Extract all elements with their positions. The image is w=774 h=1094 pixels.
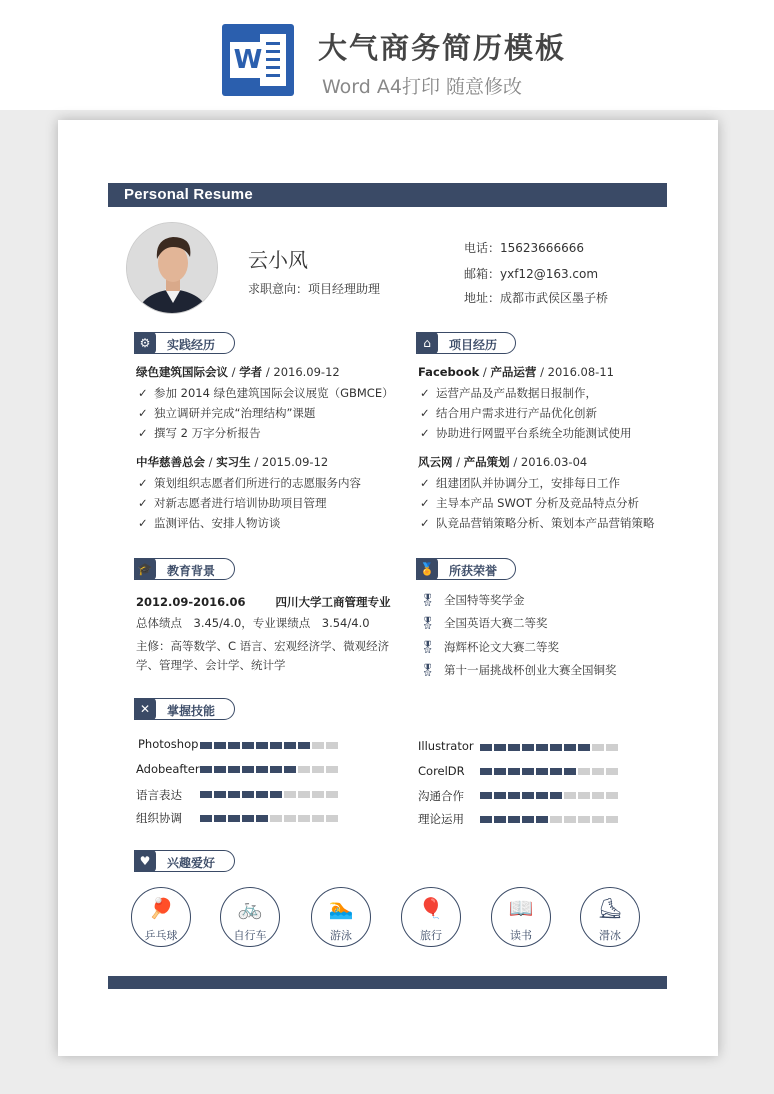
list-item: ✓ 独立调研并完成“治理结构”课题 xyxy=(138,406,316,420)
medal-icon: 🏅 xyxy=(416,558,438,580)
skill-bar-segment xyxy=(564,816,576,823)
hobby-ping-pong xyxy=(131,887,191,947)
education-gpa: 总体绩点 3.45/4.0，专业课绩点 3.54/4.0 xyxy=(136,616,370,630)
skill-bar-segment xyxy=(564,768,576,775)
word-logo-letter: W xyxy=(230,42,266,78)
skill-bar-segment xyxy=(536,816,548,823)
ping-pong-icon: 🏓 xyxy=(148,896,174,920)
skill-bar-segment xyxy=(508,744,520,751)
skill-bar-segment xyxy=(494,792,506,799)
skill-bar-segment xyxy=(284,791,296,798)
skill-bar-segment xyxy=(326,742,338,749)
word-logo-icon xyxy=(222,24,294,96)
skill-bar-segment xyxy=(228,815,240,822)
skill-bar-segment xyxy=(536,768,548,775)
skill-bar-segment xyxy=(270,742,282,749)
skill-bar-segment xyxy=(522,768,534,775)
project-date: / 2016.03-04 xyxy=(513,455,588,469)
practice-entry-1-title: 绿色建筑国际会议 / 学者 / 2016.09-12 xyxy=(136,365,340,379)
swim-icon: 🏊 xyxy=(328,896,354,920)
list-item: ✓ 撰写 2 万字分析报告 xyxy=(138,426,261,440)
skill-bar-segment xyxy=(200,791,212,798)
section-title-skills: 掌握技能 xyxy=(167,704,216,718)
section-title-practice: 实践经历 xyxy=(167,338,216,352)
skill-bar xyxy=(200,815,338,823)
skill-bar-segment xyxy=(494,744,506,751)
skill-bar-segment xyxy=(298,742,310,749)
skill-bar-segment xyxy=(256,815,268,822)
skill-bar-segment xyxy=(284,742,296,749)
hobby-bicycle xyxy=(220,887,280,947)
skill-bar-segment xyxy=(522,744,534,751)
skate-icon: ⛸ xyxy=(597,896,623,920)
skill-bar xyxy=(480,816,618,824)
hobby-skating xyxy=(580,887,640,947)
honor-item: 🎖 全国特等奖学金 xyxy=(420,593,525,607)
avatar-photo xyxy=(127,223,218,314)
skill-bar-segment xyxy=(298,815,310,822)
skill-label: 组织协调 xyxy=(136,811,182,825)
resume-header-title: Personal Resume xyxy=(124,186,253,203)
skill-bar-segment xyxy=(214,742,226,749)
skill-bar-segment xyxy=(480,744,492,751)
list-item: ✓ 协助进行网盟平台系统全功能测试使用 xyxy=(420,426,632,440)
skill-bar-segment xyxy=(298,791,310,798)
practice-date: / 2016.09-12 xyxy=(265,365,340,379)
project-entry-2-title: 风云网 / 产品策划 / 2016.03-04 xyxy=(418,455,588,469)
skill-bar-segment xyxy=(536,792,548,799)
skill-bar-segment xyxy=(200,742,212,749)
skill-label: 语言表达 xyxy=(136,788,182,802)
bicycle-icon: 🚲 xyxy=(237,896,263,920)
skill-bar-segment xyxy=(228,766,240,773)
skill-bar-segment xyxy=(242,766,254,773)
skill-bar-segment xyxy=(298,766,310,773)
skill-bar-segment xyxy=(550,768,562,775)
education-courses-line-1: 主修：高等数学、C 语言、宏观经济学、微观经济 xyxy=(136,639,390,653)
education-school: 四川大学工商管理专业 xyxy=(275,595,391,609)
hobby-reading xyxy=(491,887,551,947)
top-banner xyxy=(0,0,774,110)
skill-bar-segment xyxy=(578,792,590,799)
medal-icon: 🎖 xyxy=(420,640,436,654)
skill-bar-segment xyxy=(494,768,506,775)
project-role: 产品运营 xyxy=(490,365,537,379)
skill-label: CorelDR xyxy=(418,764,465,778)
skill-bar-segment xyxy=(284,766,296,773)
practice-org: 绿色建筑国际会议 xyxy=(136,365,228,379)
list-item: ✓ 策划组织志愿者们所进行的志愿服务内容 xyxy=(138,476,361,490)
skill-label: Photoshop xyxy=(138,737,199,751)
skill-bar-segment xyxy=(578,768,590,775)
section-header-skills xyxy=(134,698,235,720)
project-date: / 2016.08-11 xyxy=(540,365,614,379)
skill-label: 沟通合作 xyxy=(418,789,464,803)
job-intent: 求职意向：项目经理助理 xyxy=(248,282,381,296)
tools-icon: ✕ xyxy=(134,698,156,720)
section-header-project xyxy=(416,332,516,354)
project-org: Facebook xyxy=(418,365,480,379)
section-title-honors: 所获荣誉 xyxy=(449,564,498,578)
skill-bar-segment xyxy=(550,744,562,751)
skill-bar-segment xyxy=(312,766,324,773)
list-item: ✓ 参加 2014 绿色建筑国际会议展览（GBMCE） xyxy=(138,386,394,400)
list-item: ✓ 队竞品营销策略分析、策划本产品营销策略 xyxy=(420,516,655,530)
hobby-label: 乒乓球 xyxy=(144,929,178,942)
skill-bar-segment xyxy=(606,816,618,823)
skill-bar-segment xyxy=(214,766,226,773)
skill-bar-segment xyxy=(270,815,282,822)
section-title-project: 项目经历 xyxy=(449,338,498,352)
skill-bar-segment xyxy=(214,791,226,798)
graduation-cap-icon: 🎓 xyxy=(134,558,156,580)
skill-bar-segment xyxy=(578,744,590,751)
skill-bar-segment xyxy=(242,791,254,798)
resume-page xyxy=(58,120,718,1056)
project-entry-1-title: Facebook / 产品运营 / 2016.08-11 xyxy=(418,365,614,379)
skill-bar-segment xyxy=(550,792,562,799)
skill-bar-segment xyxy=(256,742,268,749)
skill-bar-segment xyxy=(312,742,324,749)
skill-bar-segment xyxy=(508,768,520,775)
list-item: ✓ 运营产品及产品数据日报制作， xyxy=(420,386,597,400)
skill-bar-segment xyxy=(242,742,254,749)
project-org: 风云网 xyxy=(418,455,453,469)
honor-item: 🎖 海辉杯论文大赛二等奖 xyxy=(420,640,559,654)
skill-bar-segment xyxy=(200,766,212,773)
list-item: ✓ 主导本产品 SWOT 分析及竞品特点分析 xyxy=(420,496,640,510)
skill-bar-segment xyxy=(606,768,618,775)
skill-bar-segment xyxy=(508,792,520,799)
skill-bar-segment xyxy=(242,815,254,822)
skill-bar-segment xyxy=(228,742,240,749)
honor-item: 🎖 第十一届挑战杯创业大赛全国铜奖 xyxy=(420,663,617,677)
skill-bar xyxy=(200,766,338,774)
section-title-education: 教育背景 xyxy=(167,564,216,578)
medal-icon: 🎖 xyxy=(420,593,436,607)
skill-bar-segment xyxy=(592,768,604,775)
hobby-label: 旅行 xyxy=(420,929,442,942)
skill-bar-segment xyxy=(522,792,534,799)
hobby-label: 自行车 xyxy=(233,929,267,942)
skill-bar-segment xyxy=(592,816,604,823)
honor-item: 🎖 全国英语大赛二等奖 xyxy=(420,616,548,630)
book-icon: 📖 xyxy=(508,896,534,920)
skill-bar-segment xyxy=(578,816,590,823)
skill-bar-segment xyxy=(326,791,338,798)
skill-bar-segment xyxy=(592,792,604,799)
list-item: ✓ 对新志愿者进行培训协助项目管理 xyxy=(138,496,327,510)
project-role: 产品策划 xyxy=(463,455,510,469)
hobby-swimming xyxy=(311,887,371,947)
list-item: ✓ 监测评估、安排人物访谈 xyxy=(138,516,281,530)
skill-bar-segment xyxy=(606,792,618,799)
skill-bar xyxy=(480,744,618,752)
skill-bar-segment xyxy=(550,816,562,823)
practice-date: / 2015.09-12 xyxy=(254,455,329,469)
education-courses-line-2: 学、管理学、会计学、统计学 xyxy=(136,658,286,672)
skill-bar-segment xyxy=(326,815,338,822)
medal-icon: 🎖 xyxy=(420,663,436,677)
skill-bar-segment xyxy=(480,792,492,799)
banner-subtitle: Word A4打印 随意修改 xyxy=(322,76,523,98)
skill-bar-segment xyxy=(522,816,534,823)
phone: 电话：15623666666 xyxy=(464,241,584,255)
practice-role: 实习生 xyxy=(216,455,251,469)
email: 邮箱：yxf12@163.com xyxy=(464,267,599,281)
skill-bar-segment xyxy=(228,791,240,798)
skill-bar xyxy=(200,742,338,750)
skill-bar-segment xyxy=(270,791,282,798)
skill-bar-segment xyxy=(284,815,296,822)
skill-bar-segment xyxy=(214,815,226,822)
resume-header-bar xyxy=(108,183,667,207)
list-item: ✓ 组建团队并协调分工，安排每日工作 xyxy=(420,476,620,490)
hobby-label: 滑冰 xyxy=(599,929,621,942)
avatar xyxy=(126,222,218,314)
address: 地址：成都市武侯区墨子桥 xyxy=(464,291,609,305)
skill-bar-segment xyxy=(606,744,618,751)
heart-icon: ♥ xyxy=(134,850,156,872)
skill-bar-segment xyxy=(508,816,520,823)
education-period-row xyxy=(136,594,391,610)
hobby-label: 读书 xyxy=(510,929,532,942)
medal-icon: 🎖 xyxy=(420,616,436,630)
skill-bar-segment xyxy=(480,816,492,823)
balloon-icon: 🎈 xyxy=(418,896,444,920)
skill-label: Adobeafter xyxy=(136,762,200,776)
skill-bar-segment xyxy=(312,791,324,798)
banner-title: 大气商务简历模板 xyxy=(318,31,567,65)
skill-bar-segment xyxy=(270,766,282,773)
education-period: 2012.09-2016.06 xyxy=(136,595,246,609)
practice-entry-2-title: 中华慈善总会 / 实习生 / 2015.09-12 xyxy=(136,455,329,469)
skill-label: 理论运用 xyxy=(418,812,464,826)
section-header-hobbies xyxy=(134,850,235,872)
candidate-name: 云小风 xyxy=(248,248,308,272)
section-header-education xyxy=(134,558,235,580)
skill-bar xyxy=(200,791,338,799)
hobby-label: 游泳 xyxy=(330,929,352,942)
list-item: ✓ 结合用户需求进行产品优化创新 xyxy=(420,406,597,420)
skill-bar-segment xyxy=(536,744,548,751)
hobby-travel xyxy=(401,887,461,947)
skill-bar xyxy=(480,768,618,776)
skill-bar-segment xyxy=(256,791,268,798)
section-title-hobbies: 兴趣爱好 xyxy=(167,856,216,870)
section-header-practice xyxy=(134,332,235,354)
home-icon: ⌂ xyxy=(416,332,438,354)
skill-bar-segment xyxy=(312,815,324,822)
skill-bar-segment xyxy=(592,744,604,751)
practice-role: 学者 xyxy=(239,365,263,379)
skill-bar-segment xyxy=(564,744,576,751)
practice-org: 中华慈善总会 xyxy=(136,455,205,469)
skill-bar-segment xyxy=(564,792,576,799)
skill-bar-segment xyxy=(326,766,338,773)
skill-label: Illustrator xyxy=(418,739,474,753)
skill-bar xyxy=(480,792,618,800)
resume-footer-bar xyxy=(108,976,667,989)
skill-bar-segment xyxy=(494,816,506,823)
gear-icon: ⚙ xyxy=(134,332,156,354)
skill-bar-segment xyxy=(256,766,268,773)
skill-bar-segment xyxy=(200,815,212,822)
section-header-honors xyxy=(416,558,516,580)
skill-bar-segment xyxy=(480,768,492,775)
